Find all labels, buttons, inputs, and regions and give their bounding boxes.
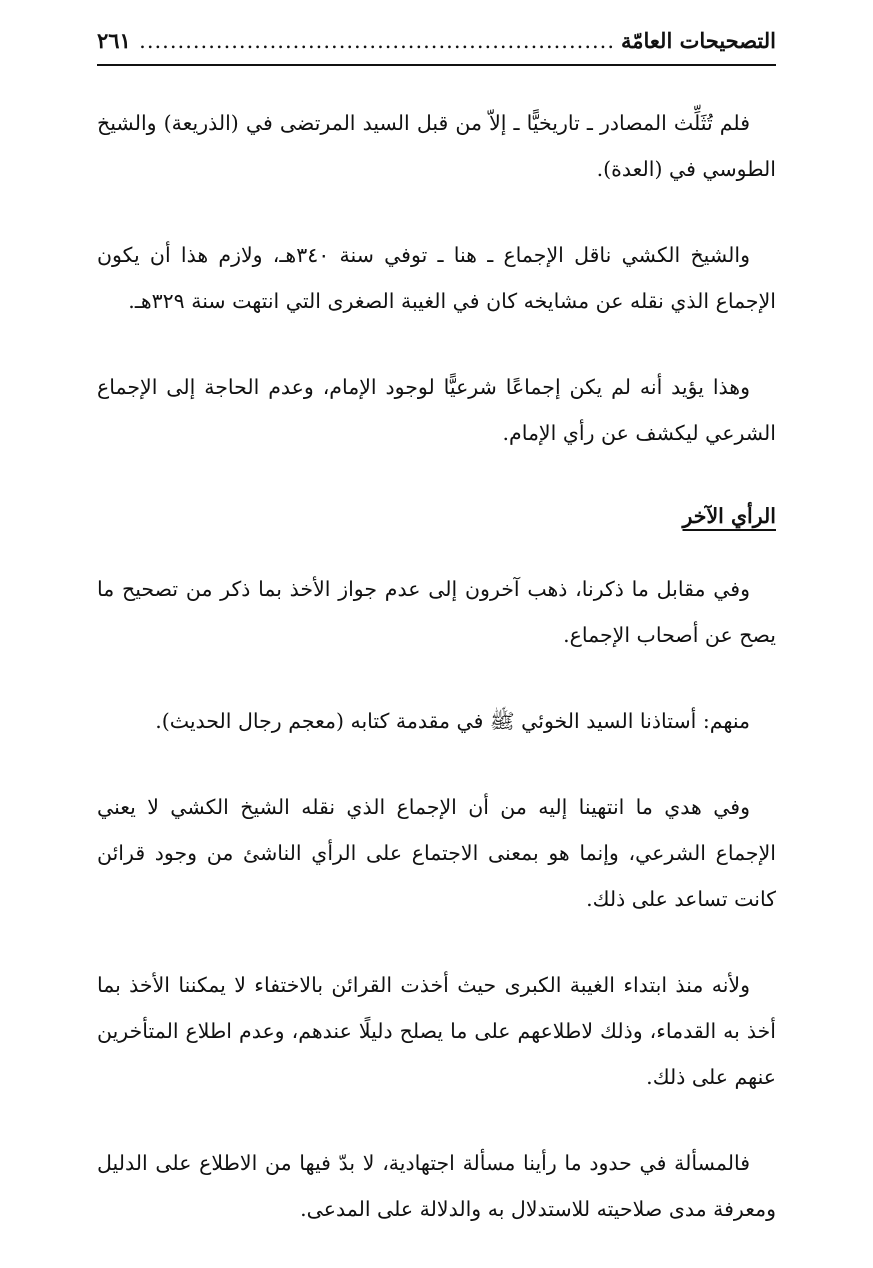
leader-dots [137, 29, 615, 53]
page-number: ٢٦١ [97, 28, 131, 53]
paragraph: والشيخ الكشي ناقل الإجماع ـ هنا ـ توفي سنة ٣٤٠هـ، ولازم هذا أن يكون الإجماع الذي نقله عن مشايخه كان في الغيبة الصغرى التي انتهت سنة ٣٢٩هـ. [97, 243, 776, 313]
paragraph: ولأنه منذ ابتداء الغيبة الكبرى حيث أخذت القرائن بالاختفاء لا يمكننا الأخذ بما أخذ به القدماء، وذلك لاطلاعهم على ما يصلح دليلًا عندهم، وعدم اطلاع المتأخرين عنهم على ذلك. [97, 973, 776, 1089]
paragraph: وهذا يؤيد أنه لم يكن إجماعًا شرعيًّا لوجود الإمام، وعدم الحاجة إلى الإجماع الشرعي ليكشف عن رأي الإمام. [97, 375, 776, 445]
paragraph: وفي هدي ما انتهينا إليه من أن الإجماع الذي نقله الشيخ الكشي لا يعني الإجماع الشرعي، وإنما هو بمعنى الاجتماع على الرأي الناشئ من وجود قرائن كانت تساعد على ذلك. [97, 795, 776, 911]
section-heading: الرأي الآخر [682, 504, 776, 528]
running-header [97, 28, 776, 66]
chapter-title: التصحيحات العامّة [621, 28, 776, 53]
paragraph: منهم: أستاذنا السيد الخوئي ﷺ في مقدمة كتابه (معجم رجال الحديث). [155, 709, 750, 733]
book-page [97, 28, 776, 1268]
paragraph: فلم تُثَلِّث المصادر ـ تاريخيًّا ـ إلاّ من قبل السيد المرتضى في (الذريعة) والشيخ الطوسي في (العدة). [97, 111, 776, 181]
page-body [97, 100, 776, 1232]
paragraph: فالمسألة في حدود ما رأينا مسألة اجتهادية، لا بدّ فيها من الاطلاع على الدليل ومعرفة مدى صلاحيته للاستدلال به والدلالة على المدعى. [97, 1151, 776, 1221]
paragraph: وفي مقابل ما ذكرنا، ذهب آخرون إلى عدم جواز الأخذ بما ذكر من تصحيح ما يصح عن أصحاب الإجماع. [97, 577, 776, 647]
